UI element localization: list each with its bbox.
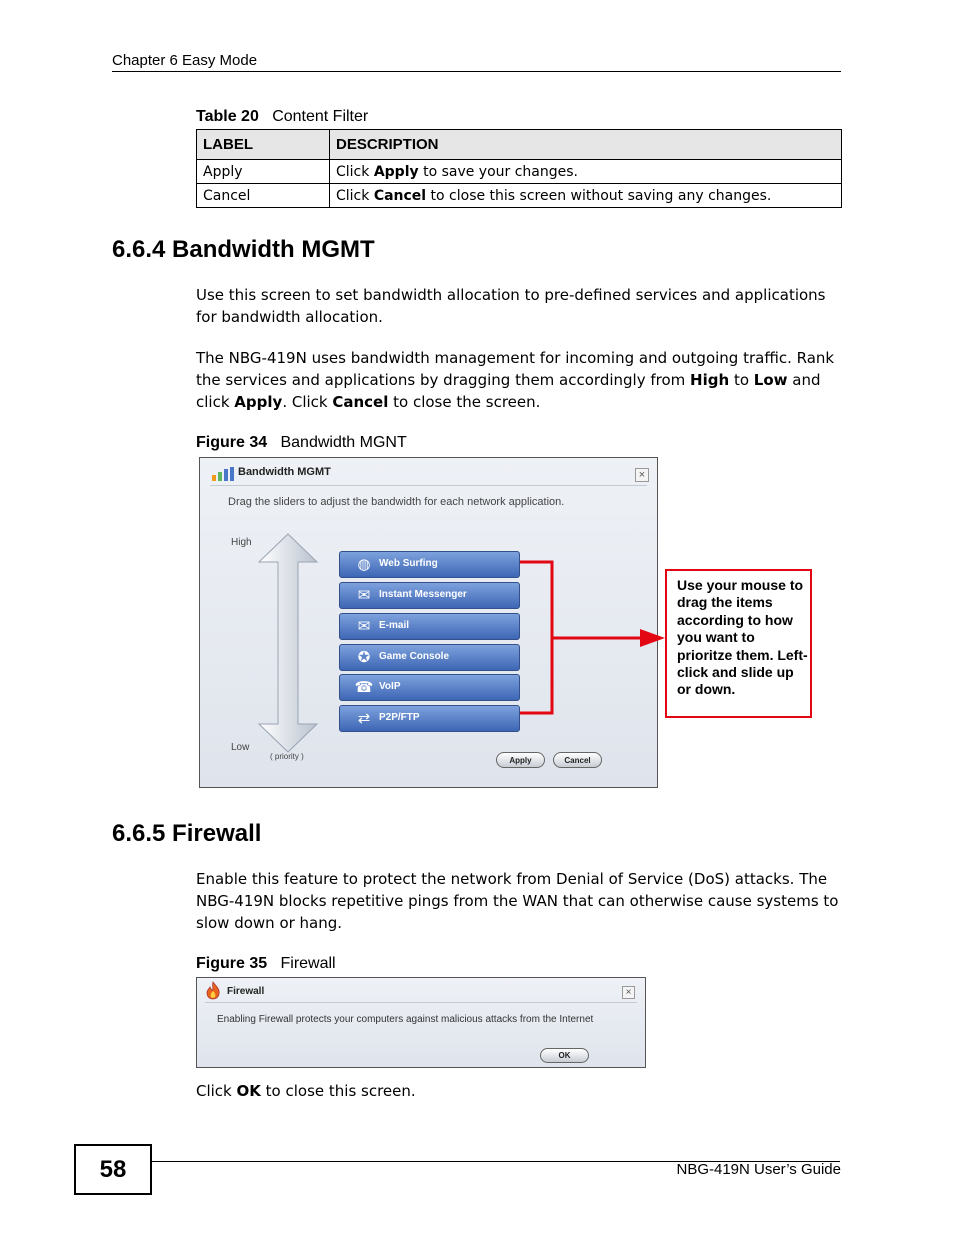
figure-caption: Figure 34 Bandwidth MGNT [196, 434, 407, 451]
row-label: Apply [197, 160, 330, 184]
table-header-row [197, 130, 842, 160]
globe-icon: ◍ [357, 556, 371, 573]
figure-caption: Figure 35 Firewall [196, 955, 336, 972]
service-item-instant-messenger[interactable]: ✉ Instant Messenger [339, 582, 520, 609]
col-header-label: LABEL [197, 130, 330, 160]
running-header: Chapter 6 Easy Mode [112, 52, 258, 69]
guide-title: NBG-419N User’s Guide [676, 1161, 841, 1178]
close-icon[interactable]: × [635, 468, 649, 482]
close-icon[interactable]: × [622, 986, 635, 999]
content-filter-table [196, 129, 842, 208]
row-description: Click Apply to save your changes. [330, 160, 842, 184]
annotation-callout: Use your mouse to drag the items according to how you want to prioritze them. Left-click and slide up or down. [665, 569, 812, 718]
title-divider [210, 485, 647, 486]
flame-icon [205, 981, 221, 1000]
service-item-email[interactable]: ✉ E-mail [339, 613, 520, 640]
gamepad-icon: ✪ [357, 649, 371, 666]
table-title: Content Filter [272, 108, 369, 125]
ok-button[interactable]: OK [540, 1048, 589, 1063]
header-rule [112, 71, 841, 72]
envelope-icon: ✉ [357, 618, 371, 635]
table-row [197, 184, 842, 208]
col-header-description: DESCRIPTION [330, 130, 842, 160]
closing-text: Click OK to close this screen. [196, 1082, 416, 1100]
section-heading-bandwidth: 6.6.4 Bandwidth MGMT [112, 236, 375, 263]
dialog-title: Firewall [227, 986, 265, 997]
transfer-icon: ⇄ [357, 710, 371, 727]
table-row [197, 160, 842, 184]
phone-icon: ☎ [354, 679, 374, 696]
paragraph: Enable this feature to protect the network from Denial of Service (DoS) attacks. The NBG-419N blocks repetitive pings from the WAN that can otherwise cause systems to slow down or hang. [196, 870, 839, 932]
chat-icon: ✉ [357, 587, 371, 604]
row-description: Click Cancel to close this screen without saving any changes. [330, 184, 842, 208]
firewall-message: Enabling Firewall protects your computers against malicious attacks from the Internet [217, 1014, 594, 1025]
paragraph: The NBG-419N uses bandwidth management for incoming and outgoing traffic. Rank the services and applications by dragging them accordingly from High to Low and click Apply. Click Cancel to close the screen. [196, 349, 835, 411]
paragraph: Use this screen to set bandwidth allocation to pre-defined services and applications for bandwidth allocation. [196, 286, 826, 326]
firewall-dialog [196, 977, 646, 1068]
service-item-voip[interactable]: ☎ VoIP [339, 674, 520, 701]
cancel-button[interactable]: Cancel [553, 752, 602, 768]
page-number: 58 [74, 1144, 152, 1195]
low-label: Low [231, 742, 250, 753]
dialog-title: Bandwidth MGMT [238, 466, 331, 478]
priority-arrow-icon [257, 532, 319, 754]
signal-bars-icon [212, 467, 234, 481]
priority-label: ( priority ) [270, 752, 304, 761]
section-heading-firewall: 6.6.5 Firewall [112, 820, 262, 847]
service-item-web-surfing[interactable]: ◍ Web Surfing [339, 551, 520, 578]
callout-bracket-arrow [515, 558, 670, 718]
service-item-p2p-ftp[interactable]: ⇄ P2P/FTP [339, 705, 520, 732]
table-caption [196, 108, 368, 126]
service-item-game-console[interactable]: ✪ Game Console [339, 644, 520, 671]
instruction-text: Drag the sliders to adjust the bandwidth for each network application. [228, 496, 565, 508]
apply-button[interactable]: Apply [496, 752, 545, 768]
row-label: Cancel [197, 184, 330, 208]
high-label: High [231, 537, 252, 548]
table-number: Table 20 [196, 108, 259, 125]
title-divider [205, 1002, 637, 1003]
